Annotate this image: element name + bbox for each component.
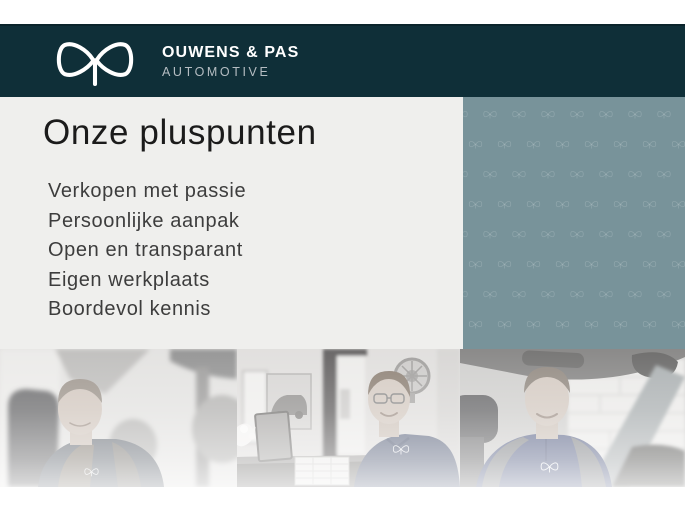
pluspunten-list (43, 177, 443, 325)
photo-receptionist-at-desk (237, 349, 460, 487)
pluspunt-item: Persoonlijke aanpak (48, 209, 240, 232)
pluspunt-item: Verkopen met passie (48, 180, 247, 202)
points-panel (0, 97, 463, 350)
pluspunt-item: Open en transparant (48, 239, 243, 261)
photo-mechanic-in-car (460, 349, 685, 487)
page-title: Onze pluspunten (43, 113, 317, 152)
bowtie-pattern-icon (463, 97, 685, 350)
brand-logo-icon (43, 36, 147, 88)
brand-pattern-panel (463, 97, 685, 350)
brand-name: OUWENS & PAS (162, 44, 300, 62)
photo-strip (0, 349, 685, 487)
header-bar (0, 24, 685, 97)
brand-block (162, 44, 299, 79)
pluspunt-item: Eigen werkplaats (48, 268, 210, 291)
photo-salesman-in-car (0, 349, 237, 487)
content-band (0, 97, 685, 350)
brand-subtitle: AUTOMOTIVE (162, 64, 271, 79)
pluspunt-item: Boordevol kennis (48, 298, 212, 320)
